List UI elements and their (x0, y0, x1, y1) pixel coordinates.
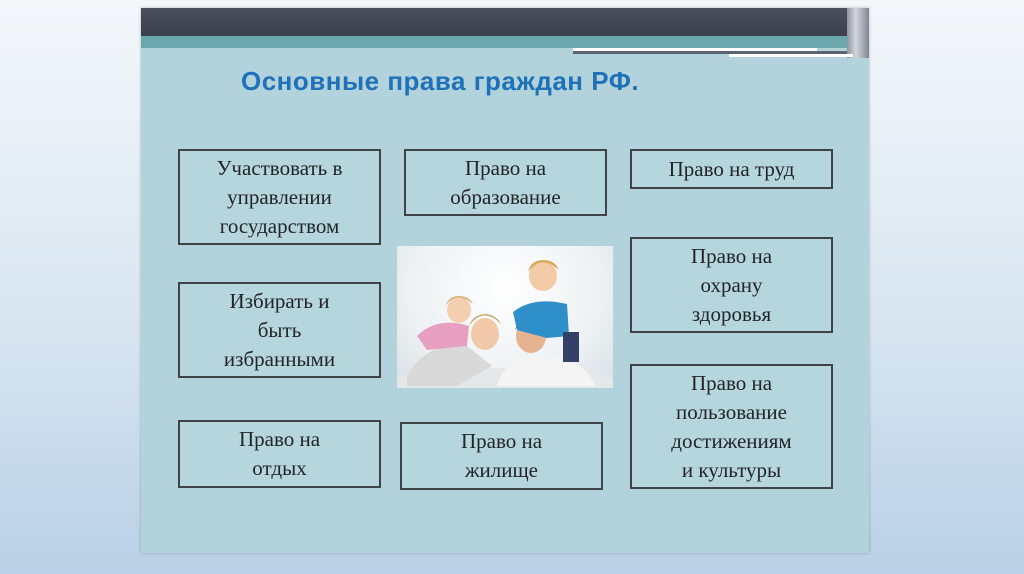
family-photo-illustration (397, 246, 613, 388)
right-box-health: Право на охрану здоровья (630, 237, 833, 333)
decor-line (729, 54, 853, 57)
right-box-participate-governance: Участвовать в управлении государством (178, 149, 381, 245)
right-box-culture: Право на пользование достижениям и культуры (630, 364, 833, 489)
slide-top-bar (141, 8, 869, 36)
slide-title: Основные права граждан РФ. (241, 66, 640, 96)
slide-teal-band (141, 36, 847, 48)
right-box-housing: Право на жилище (400, 422, 603, 490)
right-box-work: Право на труд (630, 149, 833, 189)
right-box-elect: Избирать и быть избранными (178, 282, 381, 378)
right-box-rest: Право на отдых (178, 420, 381, 488)
slide-top-bar-edge (847, 8, 869, 58)
family-photo (397, 246, 613, 388)
right-box-education: Право на образование (404, 149, 607, 216)
slide (141, 8, 869, 553)
